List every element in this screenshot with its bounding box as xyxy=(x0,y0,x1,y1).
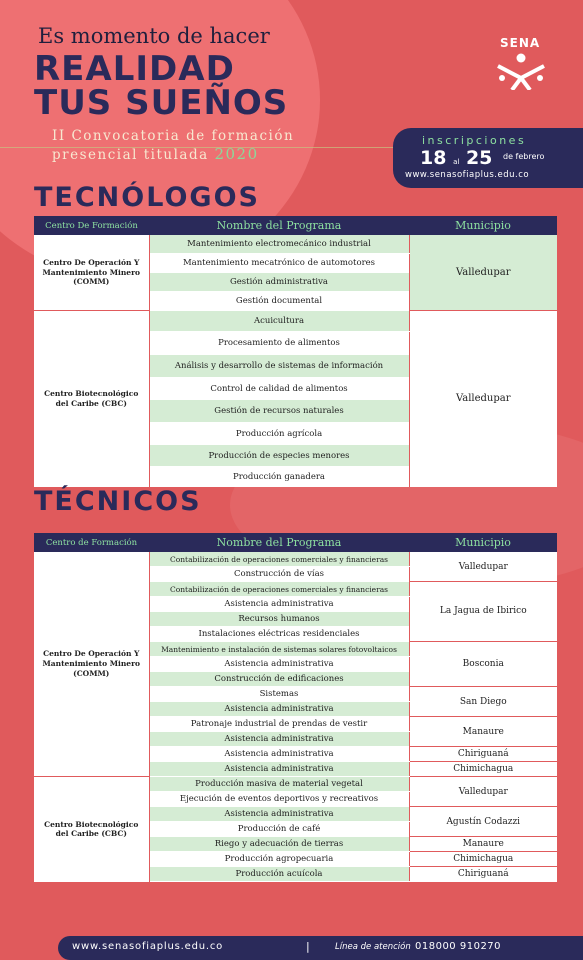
program-cell: Contabilización de operaciones comerciales y financieras xyxy=(149,552,409,567)
convocatoria-line1: II Convocatoria de formación xyxy=(52,128,295,144)
center-cell: Centro Biotecnológico del Caribe (CBC) xyxy=(34,311,149,487)
municipio-cell: Chiriguaná xyxy=(409,867,557,882)
program-cell: Asistencia administrativa xyxy=(149,732,409,747)
program-cell: Asistencia administrativa xyxy=(149,657,409,672)
program-cell: Producción de especies menores xyxy=(149,445,409,467)
program-cell: Patronaje industrial de prendas de vestir xyxy=(149,717,409,732)
program-cell: Mantenimiento mecatrónico de automotores xyxy=(149,254,409,273)
municipio-cell: Valledupar xyxy=(409,552,557,582)
program-cell: Construcción de vías xyxy=(149,567,409,582)
municipio-cell: Chimichagua xyxy=(409,762,557,777)
section-title-tecnicos: TÉCNICOS xyxy=(34,486,202,517)
program-cell: Riego y adecuación de tierras xyxy=(149,837,409,852)
sena-logo-text: SENA xyxy=(500,36,541,50)
program-cell: Análisis y desarrollo de sistemas de información xyxy=(149,355,409,378)
convocatoria-year: 2020 xyxy=(214,145,259,163)
program-cell: Asistencia administrativa xyxy=(149,747,409,762)
inscripciones-label: inscripciones xyxy=(422,134,527,147)
table-header-row xyxy=(34,533,557,552)
program-cell: Asistencia administrativa xyxy=(149,807,409,822)
program-cell: Ejecución de eventos deportivos y recreativos xyxy=(149,792,409,807)
column-header: Nombre del Programa xyxy=(149,533,409,552)
municipio-cell: Valledupar xyxy=(409,777,557,807)
program-cell: Producción acuícola xyxy=(149,867,409,882)
convocatoria-text xyxy=(52,127,294,164)
inscripciones-month: de febrero xyxy=(503,152,545,161)
municipio-cell: Bosconia xyxy=(409,642,557,687)
headline-realidad: REALIDAD xyxy=(34,49,235,89)
municipio-cell: Valledupar xyxy=(409,235,557,311)
headline-tus-suenos: TUS SUEÑOS xyxy=(34,83,289,123)
table-row xyxy=(34,235,557,254)
footer-separator: | xyxy=(306,940,310,953)
convocatoria-line2: presencial titulada 2020 xyxy=(52,145,259,163)
program-cell: Acuicultura xyxy=(149,311,409,332)
municipio-cell: Chimichagua xyxy=(409,852,557,867)
program-cell: Procesamiento de alimentos xyxy=(149,332,409,355)
municipio-cell: La Jagua de Ibirico xyxy=(409,582,557,642)
table-row xyxy=(34,777,557,792)
program-cell: Gestión administrativa xyxy=(149,273,409,292)
program-cell: Recursos humanos xyxy=(149,612,409,627)
municipio-cell: Manaure xyxy=(409,717,557,747)
column-header: Municipio xyxy=(409,533,557,552)
table-row xyxy=(34,552,557,567)
program-cell: Contabilización de operaciones comerciales y financieras xyxy=(149,582,409,597)
program-cell: Asistencia administrativa xyxy=(149,702,409,717)
municipio-cell: Agustín Codazzi xyxy=(409,807,557,837)
inscripciones-dates: 18 al 25 xyxy=(420,147,493,169)
section-title-tecnologos: TECNÓLOGOS xyxy=(34,182,260,213)
column-header: Nombre del Programa xyxy=(149,216,409,235)
program-cell: Instalaciones eléctricas residenciales xyxy=(149,627,409,642)
column-header: Centro de Formación xyxy=(34,533,149,552)
footer-linea-label: Línea de atención xyxy=(335,942,411,952)
column-header: Municipio xyxy=(409,216,557,235)
program-cell: Producción de café xyxy=(149,822,409,837)
program-cell: Control de calidad de alimentos xyxy=(149,378,409,400)
program-cell: Sistemas xyxy=(149,687,409,702)
center-cell: Centro De Operación Y Mantenimiento Minero (COMM) xyxy=(34,235,149,311)
column-header: Centro De Formación xyxy=(34,216,149,235)
program-cell: Gestión documental xyxy=(149,292,409,311)
program-cell: Construcción de edificaciones xyxy=(149,672,409,687)
inscripciones-url[interactable]: www.senasofiaplus.edu.co xyxy=(405,170,530,180)
table-header-row xyxy=(34,216,557,235)
municipio-cell: Chiriguaná xyxy=(409,747,557,762)
headline-intro: Es momento de hacer xyxy=(38,24,270,48)
tecnologos-table xyxy=(34,216,557,487)
program-cell: Mantenimiento e instalación de sistemas solares fotovoltaicos xyxy=(149,642,409,657)
program-cell: Producción agrícola xyxy=(149,423,409,445)
municipio-cell: Manaure xyxy=(409,837,557,852)
program-cell: Asistencia administrativa xyxy=(149,597,409,612)
program-cell: Asistencia administrativa xyxy=(149,762,409,777)
center-cell: Centro Biotecnológico del Caribe (CBC) xyxy=(34,777,149,882)
municipio-cell: San Diego xyxy=(409,687,557,717)
program-cell: Producción masiva de material vegetal xyxy=(149,777,409,792)
tecnicos-table xyxy=(34,533,557,882)
municipio-cell: Valledupar xyxy=(409,311,557,487)
center-cell: Centro De Operación Y Mantenimiento Minero (COMM) xyxy=(34,552,149,777)
program-cell: Mantenimiento electromecánico industrial xyxy=(149,235,409,254)
program-cell: Producción agropecuaria xyxy=(149,852,409,867)
program-cell: Gestión de recursos naturales xyxy=(149,400,409,423)
program-cell: Producción ganadera xyxy=(149,467,409,487)
table-row xyxy=(34,311,557,332)
footer-phone[interactable]: 018000 910270 xyxy=(415,941,502,952)
footer-url[interactable]: www.senasofiaplus.edu.co xyxy=(72,941,224,952)
